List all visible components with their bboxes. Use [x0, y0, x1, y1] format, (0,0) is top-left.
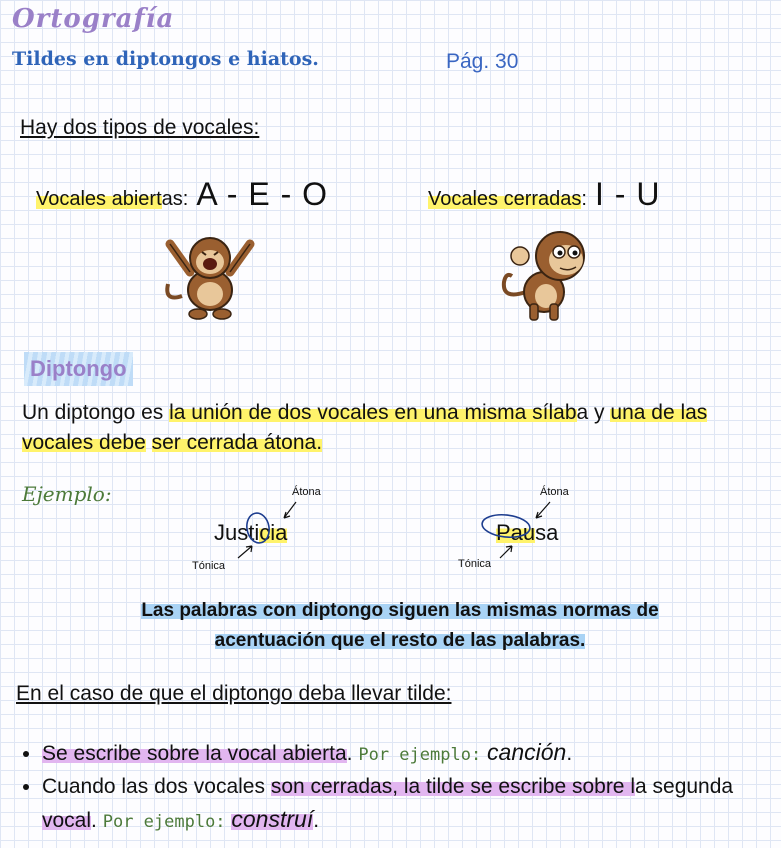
example-1-word-high: cia — [259, 520, 288, 545]
example-1-annotation-marks — [226, 498, 316, 562]
example-2-word-plain: sa — [535, 520, 559, 545]
def-highlight-2: una de las vocales debe — [22, 401, 708, 454]
tilde-rules-list — [20, 736, 781, 838]
bullet-1-example-word: canción — [487, 739, 567, 765]
bullet-1-rest: . — [346, 742, 353, 765]
subject-title: Ortografía — [12, 4, 175, 34]
diptongo-definition — [22, 398, 757, 458]
open-vowels-letters: A - E - O — [196, 176, 329, 212]
page-number: Pág. 30 — [446, 50, 519, 73]
example-1-word-plain: Justi — [214, 520, 260, 545]
bullet-2-start: Cuando las dos vocales — [42, 775, 271, 798]
list-item — [42, 736, 781, 771]
monkey-open-mouth-icon — [160, 228, 260, 320]
bullet-1-end: . — [566, 742, 573, 765]
closed-vowels-label: Vocales cerradas — [428, 188, 582, 210]
bullet-2-end: . — [313, 809, 320, 832]
monkey-closed-mouth-icon — [496, 230, 600, 322]
open-vowels-line — [36, 176, 328, 213]
tilde-heading: En el caso de que el diptongo deba llevar tilde: — [16, 682, 452, 705]
closed-vowels-line — [428, 176, 660, 213]
bullet-2-example-label: Por ejemplo: — [102, 812, 226, 832]
closed-vowels-letters: I - U — [594, 176, 661, 212]
rule-line-2: acentuación que el resto de las palabras. — [214, 630, 586, 651]
def-highlight-3: ser cerrada átona. — [151, 431, 323, 454]
intro-heading: Hay dos tipos de vocales: — [20, 116, 260, 139]
bullet-2-highlight-2: vocal — [42, 809, 92, 832]
example-1-unstressed-label: Átona — [292, 486, 321, 498]
open-vowels-label: Vocales abiert — [36, 188, 162, 210]
def-highlight-1: la unión de dos vocales en una misma sílab — [169, 401, 577, 424]
example-label: Ejemplo: — [22, 482, 112, 506]
page-title: Tildes en diptongos e hiatos. — [12, 48, 319, 70]
def-part-3 — [146, 431, 152, 454]
rule-box — [60, 596, 740, 656]
bullet-1-example-label: Por ejemplo: — [358, 745, 482, 765]
open-vowels-label-rest: as: — [161, 188, 189, 210]
example-1-stressed-label: Tónica — [192, 560, 226, 572]
def-part-2: a y — [576, 401, 611, 424]
diptongo-heading: Diptongo — [24, 352, 133, 386]
closed-vowels-label-rest: : — [581, 188, 587, 210]
bullet-2-middle: a segunda — [635, 775, 734, 798]
bullet-2-example-word: construí — [231, 806, 314, 832]
example-2-unstressed-label: Átona — [540, 486, 569, 498]
example-2-stressed-label: Tónica — [458, 558, 492, 570]
bullet-2-highlight: son cerradas, la tilde se escribe sobre l — [270, 775, 635, 798]
list-item — [42, 771, 781, 838]
example-2-word-high: Pau — [496, 520, 536, 545]
bullet-2-rest: . — [91, 809, 97, 832]
rule-line-1: Las palabras con diptongo siguen las mismas normas de — [141, 600, 659, 621]
bullet-1-highlight: Se escribe sobre la vocal abierta — [42, 742, 347, 765]
def-part-1: Un diptongo es — [22, 401, 170, 424]
example-2-annotation-marks — [478, 498, 578, 562]
